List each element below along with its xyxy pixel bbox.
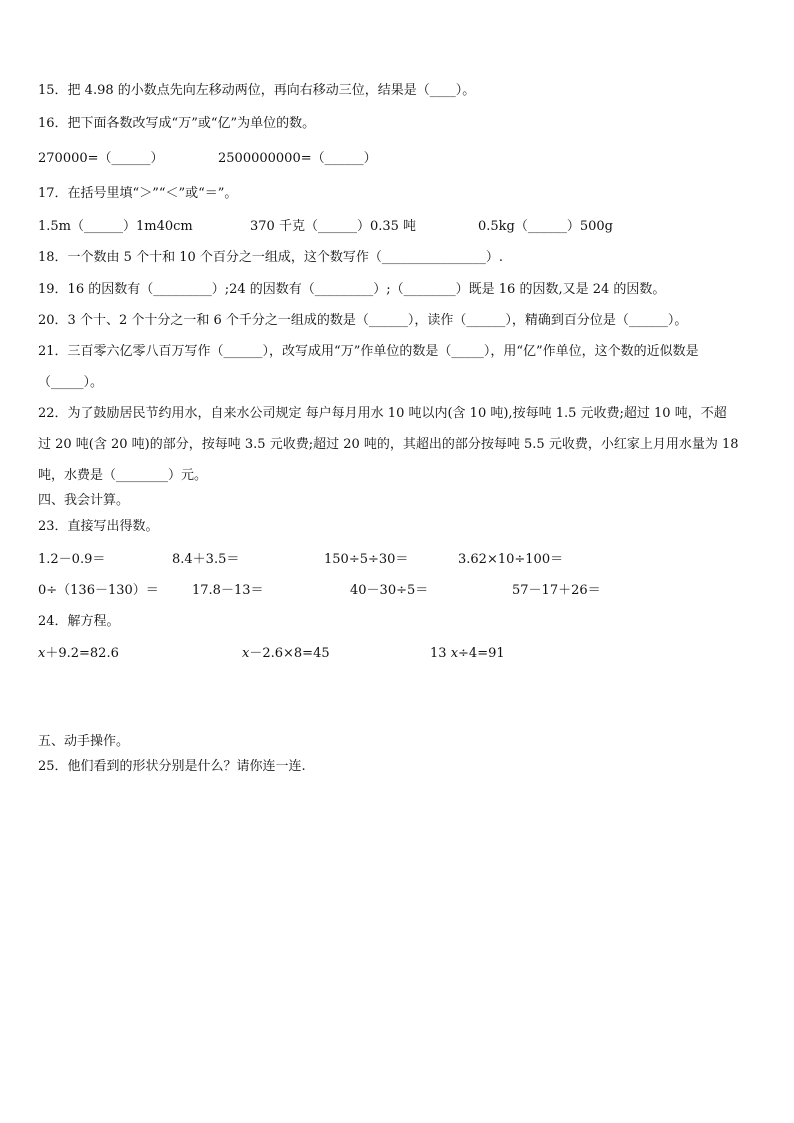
question-25: 25．他们看到的形状分别是什么？请你连一连. [38,759,306,774]
variable-x: x [242,646,250,661]
equation-3-text: ÷4=91 [458,646,505,661]
question-18: 18．一个数由 5 个十和 10 个百分之一组成，这个数写作（________________）. [38,250,504,265]
calc-item: 3.62×10÷100＝ [458,552,564,567]
equation-3 [430,646,505,662]
section-5-heading: 五、动手操作。 [38,734,130,749]
question-22-line-1: 22．为了鼓励居民节约用水，自来水公司规定 每户每月用水 10 吨以内(含 10 吨),按每吨 1.5 元收费;超过 10 吨，不超 [38,406,727,421]
calc-item: 1.2－0.9＝ [38,552,106,567]
question-16-item-b: 2500000000=（______） [218,151,377,166]
question-20: 20．3 个十、2 个十分之一和 6 个千分之一组成的数是（______），读作（______），精确到百分位是（______）。 [38,313,688,328]
question-22-line-3: 吨，水费是（________）元。 [38,468,208,483]
calc-item: 40－30÷5＝ [350,583,429,598]
question-19: 19．16 的因数有（_________）;24 的因数有（_________）;（________）既是 16 的因数,又是 24 的因数。 [38,282,666,297]
question-17-title: 17．在括号里填“＞”“＜”或“＝”。 [38,186,238,201]
calc-item: 150÷5÷30＝ [324,552,409,567]
question-17-item-b: 370 千克（______）0.35 吨 [250,219,417,234]
calc-item: 0÷（136－130）＝ [38,583,159,598]
question-21-line-2: （_____）。 [38,375,104,390]
question-17-item-a: 1.5m（______）1m40cm [38,219,193,234]
equation-2 [242,646,330,662]
question-17-item-c: 0.5kg（______）500g [478,219,614,234]
question-15: 15．把 4.98 的小数点先向左移动两位，再向右移动三位，结果是（____）。 [38,83,476,98]
equation-2-text: －2.6×8=45 [249,646,330,661]
calc-item: 57－17＋26＝ [512,583,601,598]
calc-item: 8.4＋3.5＝ [172,552,240,567]
equation-1 [38,646,119,662]
question-23-title: 23．直接写出得数。 [38,519,159,534]
equation-3-prefix: 13 [430,646,447,661]
section-4-heading: 四、我会计算。 [38,493,130,508]
question-24-title: 24．解方程。 [38,614,120,629]
equation-1-text: ＋9.2=82.6 [45,646,119,661]
question-16-item-a: 270000=（______） [38,151,164,166]
question-21-line-1: 21．三百零六亿零八百万写作（______），改写成用“万”作单位的数是（_____），用“亿”作单位，这个数的近似数是 [38,344,699,359]
question-16-title: 16．把下面各数改写成“万”或“亿”为单位的数。 [38,116,316,131]
calc-item: 17.8－13＝ [192,583,264,598]
variable-x: x [450,646,459,661]
question-22-line-2: 过 20 吨(含 20 吨)的部分，按每吨 3.5 元收费;超过 20 吨的，其超出的部分按每吨 5.5 元收费，小红家上月用水量为 18 [38,437,739,452]
variable-x: x [38,646,46,661]
